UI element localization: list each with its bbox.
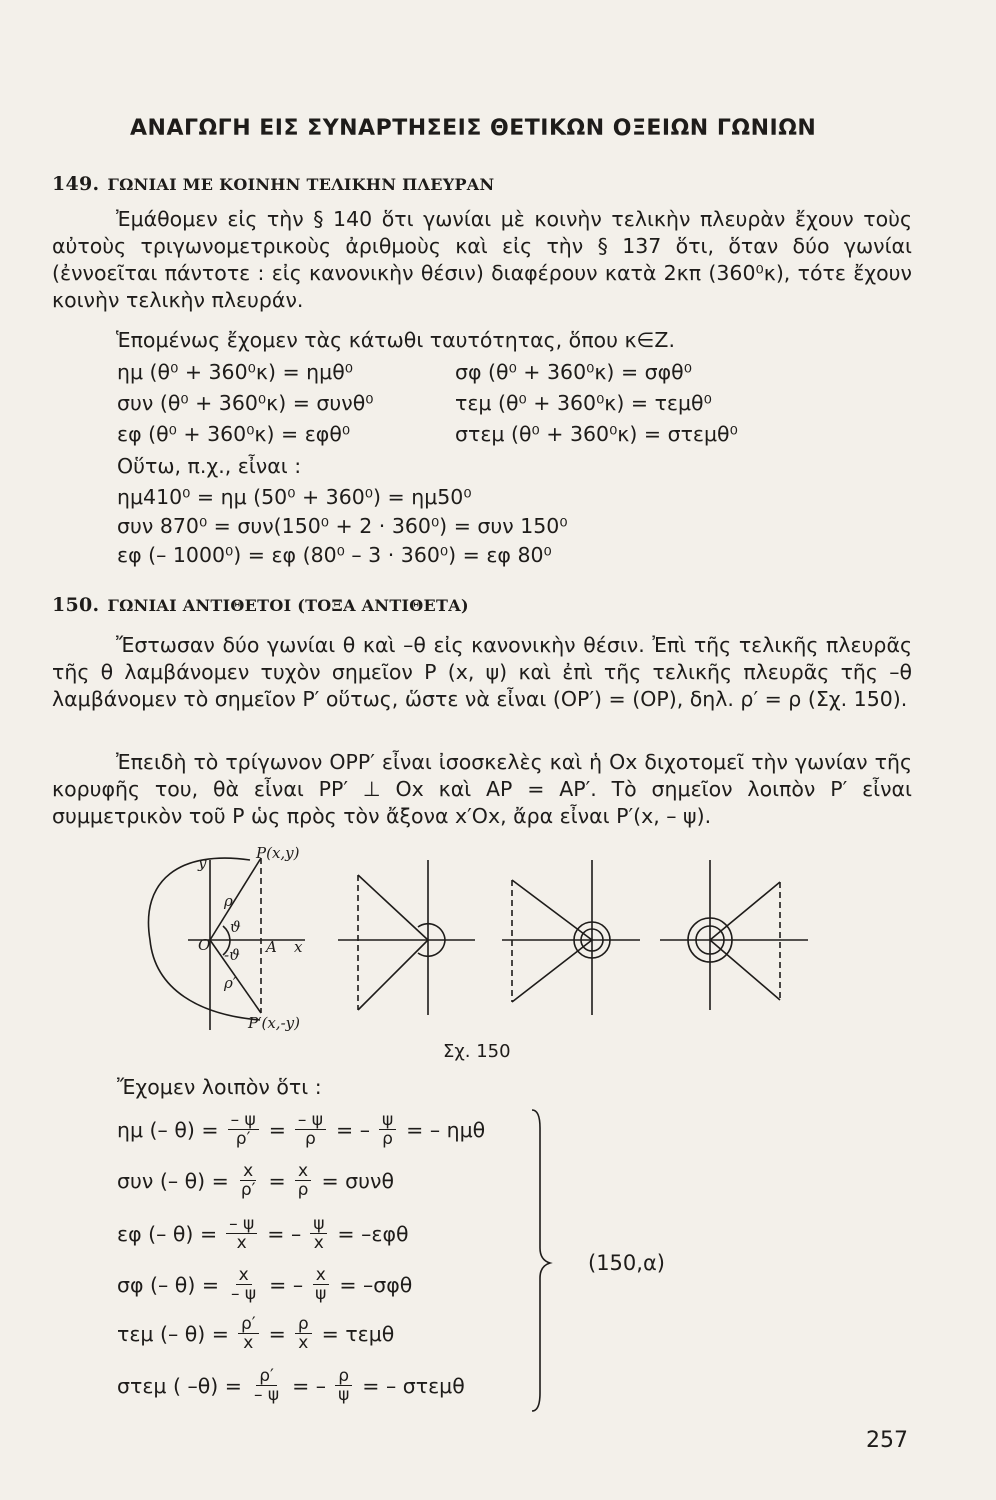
- example-2: συν 870⁰ = συν(150⁰ + 2 · 360⁰) = συν 150⁰: [117, 514, 568, 538]
- section-149-title: ΓΩΝΙΑΙ ΜΕ ΚΟΙΝΗΝ ΤΕΛΙΚΗΝ ΠΛΕΥΡΑΝ: [107, 175, 495, 194]
- fig-label-rho: ρ: [224, 892, 233, 910]
- section-149-heading: [52, 173, 494, 195]
- figure-panel-2: [338, 860, 475, 1015]
- page-number: 257: [866, 1428, 908, 1453]
- fig-label-minus-theta: -ϑ: [224, 946, 240, 964]
- section-150-heading: [52, 594, 469, 616]
- eq-cos: συν (– θ) = $\frac{x}{\rho'}$ = $\frac{x}{\rho}$ = συνθ: [117, 1161, 395, 1200]
- identity-cos: συν (θ⁰ + 360⁰κ) = συνθ⁰: [117, 391, 374, 415]
- section-149-paragraph-2: Ἑπομένως ἔχομεν τὰς κάτωθι ταυτότητας, ὅπου κ∈Ζ.: [116, 328, 675, 352]
- fig-label-pprime: P′(x,-y): [248, 1014, 300, 1032]
- fig-label-p: P(x,y): [256, 844, 300, 862]
- figure-panel-4: [660, 860, 808, 1010]
- examples-intro: Οὕτω, π.χ., εἶναι :: [117, 454, 302, 478]
- equations-brace: [528, 1108, 558, 1413]
- identity-cot: σφ (θ⁰ + 360⁰κ) = σφθ⁰: [455, 360, 692, 384]
- figure-panel-1: [148, 858, 305, 1030]
- section-149-number: 149.: [52, 173, 100, 195]
- identity-sec: τεμ (θ⁰ + 360⁰κ) = τεμθ⁰: [455, 391, 712, 415]
- equation-label: (150,α): [588, 1251, 665, 1275]
- fig-label-theta: ϑ: [230, 918, 241, 936]
- eq-sin: ημ (– θ) = $\frac{- \psi}{\rho'}$ = $\frac{- \psi}{\rho}$ = – $\frac{\psi}{\rho}$ = – ημθ: [117, 1110, 486, 1149]
- section-150-number: 150.: [52, 594, 100, 616]
- fig-label-y: y: [198, 854, 207, 872]
- fig-label-rho-prime: ρ′: [224, 974, 237, 992]
- running-header: ΑΝΑΓΩΓΗ ΕΙΣ ΣΥΝΑΡΤΗΣΕΙΣ ΘΕΤΙΚΩΝ ΟΞΕΙΩΝ ΓΩΝΙΩΝ: [130, 116, 817, 141]
- figure-150: [140, 840, 820, 1040]
- section-150-paragraph-1: Ἔστωσαν δύο γωνίαι θ καὶ –θ εἰς κανονικὴν θέσιν. Ἐπὶ τῆς τελικῆς πλευρᾶς τῆς θ λαμβάνομεν τυχὸν σημεῖον P (x, ψ) καὶ ἐπὶ τῆς τελικῆς πλευρᾶς τῆς –θ λαμβάνομεν τὸ σημεῖον P′ οὕτως, ὥστε νὰ εἶναι (OP′) = (OP), δηλ. ρ′ = ρ (Σχ. 150).: [52, 633, 912, 711]
- eq-tan: εφ (– θ) = $\frac{- \psi}{x}$ = – $\frac{\psi}{x}$ = –εφθ: [117, 1214, 409, 1253]
- identity-tan: εφ (θ⁰ + 360⁰κ) = εφθ⁰: [117, 422, 351, 446]
- fig-label-o: O: [198, 936, 211, 954]
- eq-csc: στεμ ( –θ) = $\frac{\rho'}{- \psi}$ = – $\frac{\rho}{\psi}$ = – στεμθ: [117, 1366, 465, 1405]
- section-149-paragraph-1: Ἐμάθομεν εἰς τὴν § 140 ὅτι γωνίαι μὲ κοινὴν τελικὴν πλευρὰν ἔχουν τοὺς αὐτοὺς τριγωνομετρικοὺς ἀριθμοὺς καὶ εἰς τὴν § 137 ὅτι, ὅταν δύο γωνίαι (ἐννοεῖται πάντοτε : εἰς κανονικὴν θέσιν) διαφέρουν κατὰ 2κπ (360⁰κ), τότε ἔχουν κοινὴν τελικὴν πλευράν.: [52, 207, 912, 312]
- eq-sec: τεμ (– θ) = $\frac{\rho'}{x}$ = $\frac{\rho}{x}$ = τεμθ: [117, 1314, 395, 1353]
- figure-panel-3: [502, 860, 640, 1015]
- section-150-title: ΓΩΝΙΑΙ ΑΝΤΙΘΕΤΟΙ (ΤΟΞΑ ΑΝΤΙΘΕΤΑ): [107, 596, 469, 615]
- identity-csc: στεμ (θ⁰ + 360⁰κ) = στεμθ⁰: [455, 422, 738, 446]
- equations-intro: Ἔχομεν λοιπὸν ὅτι :: [117, 1075, 322, 1099]
- eq-cot: σφ (– θ) = $\frac{x}{- \psi}$ = – $\frac{x}{\psi}$ = –σφθ: [117, 1265, 413, 1304]
- section-150-paragraph-2: Ἐπειδὴ τὸ τρίγωνον OPP′ εἶναι ἰσοσκελὲς καὶ ἡ Ox διχοτομεῖ τὴν γωνίαν τῆς κορυφῆς του, θὰ εἶναι PP′ ⊥ Ox καὶ AP = AP′. Τὸ σημεῖον λοιπὸν P′ εἶναι συμμετρικὸν τοῦ P ὡς πρὸς τὸν ἄξονα x′Ox, ἄρα εἶναι P′(x, – ψ).: [52, 750, 912, 828]
- identity-sin: ημ (θ⁰ + 360⁰κ) = ημθ⁰: [117, 360, 353, 384]
- fig-label-x: x: [294, 938, 303, 956]
- example-1: ημ410⁰ = ημ (50⁰ + 360⁰) = ημ50⁰: [117, 485, 472, 509]
- figure-caption: Σχ. 150: [443, 1041, 511, 1062]
- example-3: εφ (– 1000⁰) = εφ (80⁰ – 3 · 360⁰) = εφ 80⁰: [117, 543, 552, 567]
- fig-label-a: A: [266, 938, 277, 956]
